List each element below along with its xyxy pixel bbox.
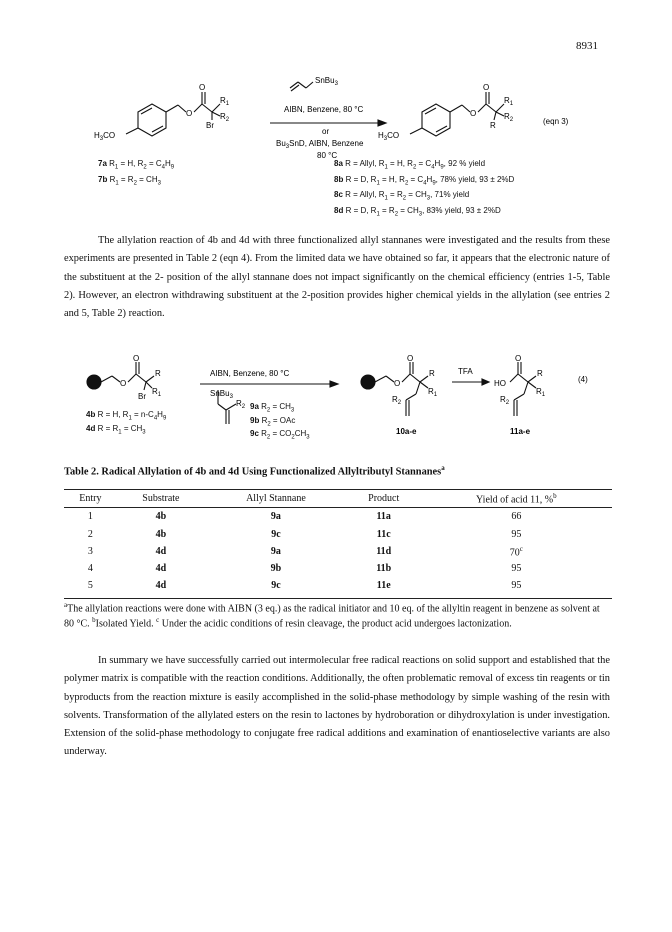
svg-text:O: O — [407, 354, 414, 363]
tfa-label: TFA — [458, 367, 473, 376]
table-header-row — [64, 490, 612, 508]
stannane-labels-9: 9a $R_2 = CH_3$ 9b $R_2$ = OAc 9c $R_2 = CO_2CH_3$ — [250, 402, 310, 441]
svg-text:R: R — [537, 369, 543, 378]
table-footnote: $^a$The allylation reactions were done with AIBN (3 eq.) as the radical initiator and 10 eq. of the allyltin reagent in benzene as solvent at 80 °C. $^b$Isolated Yield. $^c$ Under the acidic conditions of resin cleavage, the product acid undergoes lactonization. — [64, 598, 612, 630]
svg-text:R: R — [155, 369, 161, 378]
eqn4-label: (4) — [578, 375, 588, 384]
table-row: 3 4d 9a 11d 70$^c$ — [87, 544, 523, 558]
svg-text:O: O — [120, 379, 127, 388]
svg-text:R: R — [490, 121, 496, 130]
table-row: 1 4b 9a 11a 66 — [87, 511, 522, 523]
svg-text:Br: Br — [138, 392, 146, 401]
svg-text:R1: $R_1$ — [220, 96, 230, 107]
benzene-ring-sm — [138, 104, 166, 136]
resin-bead-prod — [361, 375, 375, 389]
svg-text:R2: $R_2$ — [504, 112, 514, 123]
svg-text:R2: $R_2$ — [392, 395, 402, 406]
svg-text:H3CO: $H_3CO$ — [94, 131, 116, 142]
svg-text:Bu3SnD, AIBN, Benzene: $Bu_3SnD$, AIBN, Benzene — [276, 139, 364, 150]
svg-text:R1: $R_1$ — [504, 96, 514, 107]
resin-bead-sm — [87, 375, 101, 389]
svg-text:H3CO: $H_3CO$ — [378, 131, 400, 142]
svg-text:R1: $R_1$ — [428, 387, 438, 398]
svg-text:SnBu3: SnBu$_3$ — [210, 389, 233, 400]
condition-line-3: 80 °C — [317, 151, 338, 160]
svg-text:HO: HO — [494, 379, 506, 388]
condition-or: or — [322, 127, 330, 136]
col-entry: Entry — [64, 490, 117, 508]
svg-text:R1: $R_1$ — [152, 387, 162, 398]
svg-text:R2: $R_2$ — [236, 399, 246, 410]
benzene-ring-prod — [422, 104, 450, 136]
svg-text:SnBu3: SnBu$_3$ — [315, 76, 338, 87]
svg-text:O: O — [515, 354, 522, 363]
svg-text:R2: $R_2$ — [220, 112, 230, 123]
atom-br: Br — [206, 121, 214, 130]
svg-text:O: O — [394, 379, 401, 388]
stannane-label: SnBu — [315, 76, 335, 85]
col-yield: Yield of acid 11, %$^b$ — [421, 490, 612, 508]
sm-labels-4: 4b R = H, $R_1 = n-C_4H_9$ 4d $R = R_1 = CH_3$ — [86, 410, 167, 436]
svg-text:R1: $R_1$ — [536, 387, 546, 398]
svg-text:O: O — [133, 354, 140, 363]
prod-labels-8: 8a R = Allyl, $R_1 = H$, $R_2 = C_4H_9$, 92 % yield 8b R = D, $R_1 = H$, $R_2 = C_4H_9$, 78% yield, 93 ± 2%D 8c R = Allyl, $R_1 = R_2 = CH_3$, 71% yield 8d R = D, $R_1 = R_2 = CH_3$, 83% yield, 93 ± 2%D — [334, 159, 515, 218]
condition-eqn4: AIBN, Benzene, 80 °C — [210, 369, 290, 378]
table-row: 4 4d 9b 11b 95 — [87, 562, 522, 574]
product-11-label: 11a-e — [510, 427, 531, 436]
atom-o-ester: O — [186, 109, 193, 118]
col-product: Product — [347, 490, 421, 508]
condition-line-1: AIBN, Benzene, 80 °C — [284, 105, 364, 114]
sm-labels-7: 7a $R_1 = H$, $R_2 = C_4H_9$ 7b $R_1 = R_2 = CH_3$ — [98, 159, 175, 187]
svg-text:O: O — [470, 109, 477, 118]
svg-text:R: R — [429, 369, 435, 378]
atom-o-carbonyl: O — [199, 83, 206, 92]
col-substrate: Substrate — [117, 490, 205, 508]
eqn3-label: (eqn 3) — [543, 117, 569, 126]
paragraph-1: The allylation reaction of 4b and 4d with three functionalized allyl stannanes were investigated and the results from these experiments are presented in Table 2 (eqn 4). From the limited data we have obtained so far, it appears that the electronic nature of the substituent at the 2- position of the allyl stannane does not impact significantly on the chemical efficiency (entries 1-5, Table 2). However, an electron withdrawing substituent at the 2-position provides higher chemical yields in the allylation (see entries 2 and 5, Table 2) reaction. — [64, 235, 610, 320]
product-10-label: 10a-e — [396, 427, 417, 436]
table-row: 2 4b 9c 11c 95 — [87, 528, 522, 540]
paragraph-2: In summary we have successfully carried out intermolecular free radical reactions on solid support and established that the polymer matrix is compatible with the reaction conditions. Additionally, the often problematic removal of excess tin reagents or tin byproducts from the reaction mixture is easily accomplished in the solid-phase methodology by simple washing of the resin with solvents. Transformation of the allylated esters on the resin to lactones by hydroboration or dihydroxylation is under investigation. Extension of the solid-phase methodology to conjugate free radical additions and examination of enantioselective variants are also underway. — [64, 655, 610, 758]
table-caption: Table 2. Radical Allylation of 4b and 4d Using Functionalized Allyltributyl Stannanes$^a$ — [64, 464, 445, 478]
svg-text:R2: $R_2$ — [500, 395, 510, 406]
svg-text:O: O — [483, 83, 490, 92]
page-number: 8931 — [576, 40, 598, 52]
table-row: 5 4d 9c 11e 95 — [87, 580, 522, 592]
col-allyl-stannane: Allyl Stannane — [205, 490, 347, 508]
table-2 — [64, 489, 612, 594]
